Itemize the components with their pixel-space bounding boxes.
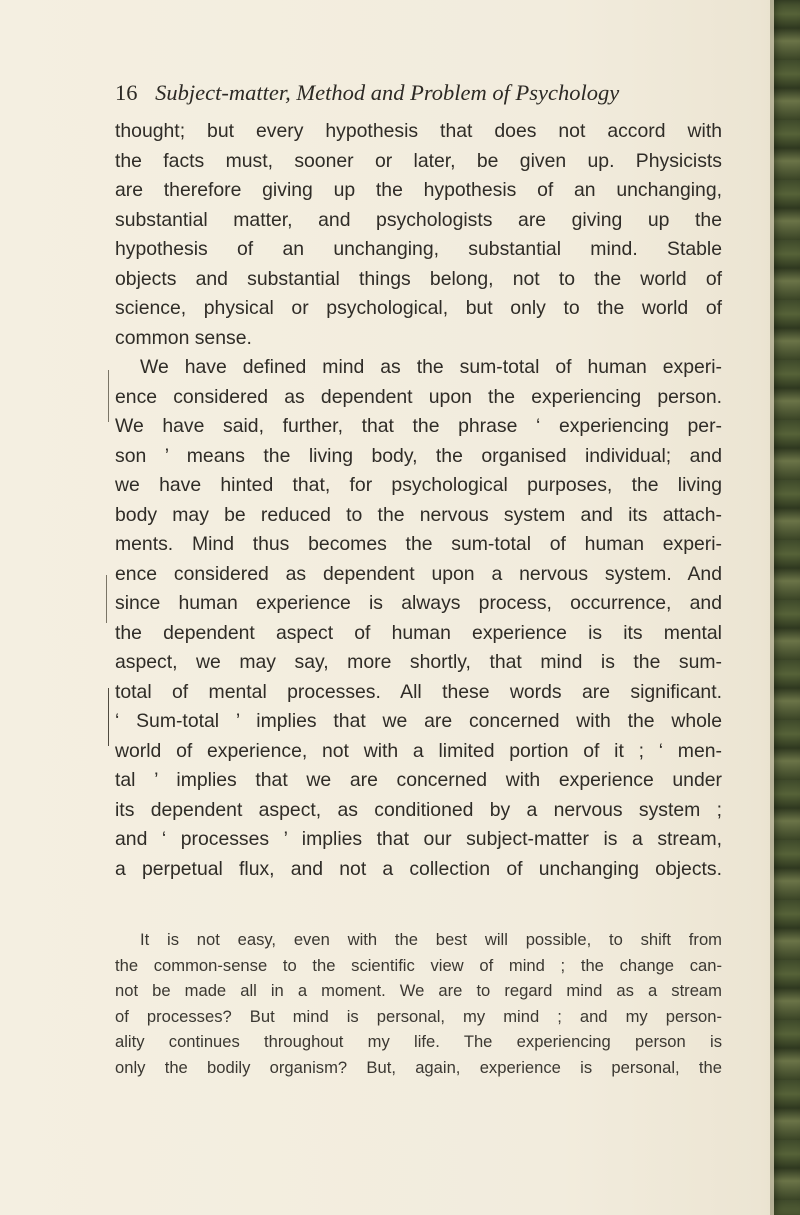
body-line: a perpetual flux, and not a collection of unchanging objects. [115,857,722,880]
note-line: ality continues throughout my life. The experiencing person is [115,1032,722,1051]
note-line: It is not easy, even with the best will possible, to shift from [140,930,722,949]
body-line: aspect, we may say, more shortly, that mind is the sum- [115,651,722,673]
body-line: since human experience is always process, occurrence, and [115,592,722,614]
body-line: science, physical or psychological, but only to the world of [115,297,722,319]
body-line: thought; but every hypothesis that does not accord with [115,120,722,142]
body-line: We have said, further, that the phrase ‘ experiencing per- [115,415,722,437]
note-line: not be made all in a moment. We are to regard mind as a stream [115,981,722,1000]
main-body-text [115,117,722,884]
note-text [115,927,722,1080]
body-line: son ’ means the living body, the organised individual; and [115,444,722,467]
body-line: we have hinted that, for psychological purposes, the living [115,474,722,496]
running-head [115,80,715,106]
note-line: only the bodily organism? But, again, experience is personal, the [115,1057,722,1077]
body-line: ments. Mind thus becomes the sum-total of human experi- [115,533,722,555]
body-line: tal ’ implies that we are concerned with experience under [115,769,722,791]
body-line: ence considered as dependent upon a nervous system. And [115,562,722,585]
margin-pencil-mark [108,688,109,746]
body-line: are therefore giving up the hypothesis of an unchanging, [115,179,722,201]
body-line: total of mental processes. All these words are significant. [115,680,722,703]
body-line: objects and substantial things belong, not to the world of [115,267,722,290]
note-line: the common-sense to the scientific view of mind ; the change can- [115,955,722,975]
page-number: 16 [115,80,138,105]
body-line: We have defined mind as the sum-total of human experi- [140,356,722,378]
body-line: hypothesis of an unchanging, substantial mind. Stable [115,238,722,260]
body-line: common sense. [115,326,252,349]
body-line: its dependent aspect, as conditioned by a nervous system ; [115,798,722,821]
book-binding-edge [770,0,800,1215]
body-line: the dependent aspect of human experience is its mental [115,621,722,644]
body-line: ‘ Sum-total ’ implies that we are concerned with the whole [115,710,722,732]
note-line: of processes? But mind is personal, my mind ; and my person- [115,1006,722,1026]
body-line: body may be reduced to the nervous system and its attach- [115,503,722,526]
margin-pencil-mark [106,575,107,623]
body-line: world of experience, not with a limited portion of it ; ‘ men- [115,739,722,762]
body-line: the facts must, sooner or later, be given up. Physicists [115,149,722,172]
margin-pencil-mark [108,370,109,422]
body-line: ence considered as dependent upon the experiencing person. [115,385,722,408]
body-line: and ‘ processes ’ implies that our subject-matter is a stream, [115,828,722,850]
body-line: substantial matter, and psychologists are giving up the [115,208,722,231]
running-head-title: Subject-matter, Method and Problem of Psychology [155,80,620,105]
